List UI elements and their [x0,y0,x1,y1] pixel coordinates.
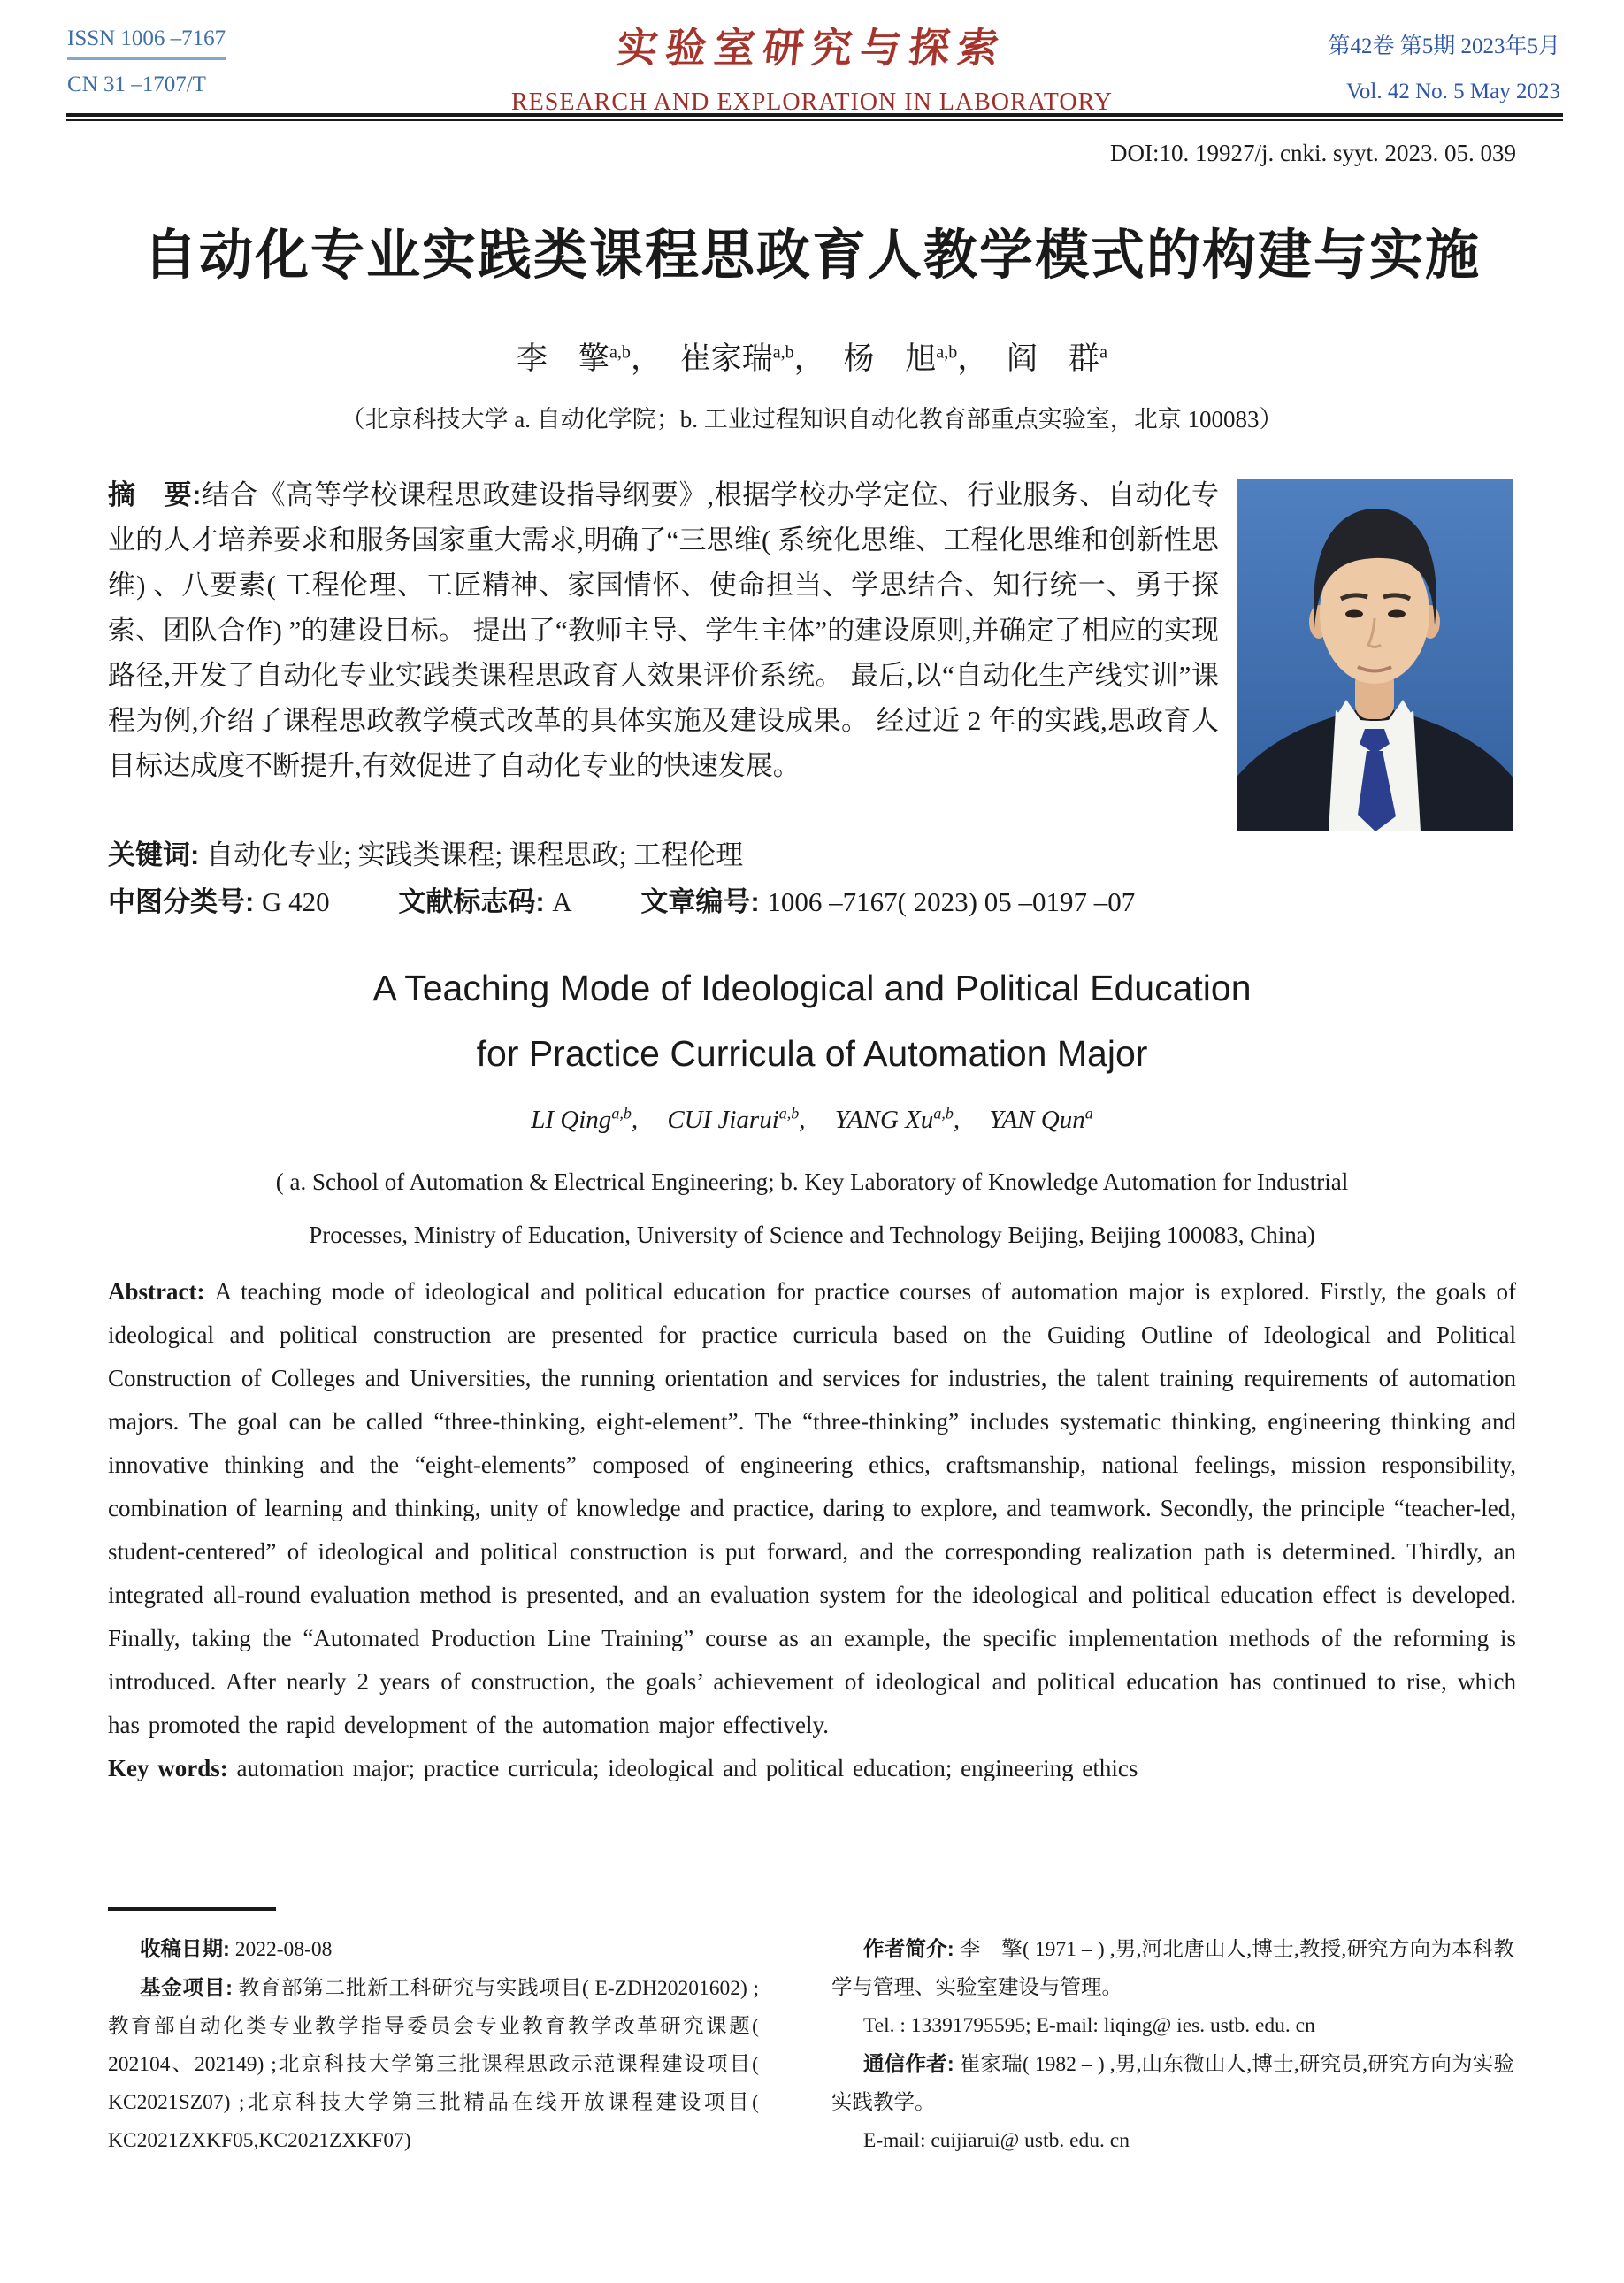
author-name-english: LI Qing$^{a,b}$, [531,1104,639,1134]
volume-issue-chinese: 第42卷 第5期 2023年5月 [1328,34,1560,58]
abstract-english-block [108,1270,1516,1790]
author-affil-sup: a,b [772,342,794,363]
footnote-divider-rule [108,1907,276,1911]
corresponding-email: E-mail: cuijiarui@ ustb. edu. cn [863,2129,1130,2152]
footnote-left-column [108,1930,759,2160]
corresponding-author: 通信作者: 崔家瑞( 1982 – ) ,男,山东微山人,博士,研究员,研究方向为实验实践教学。 [831,2052,1515,2114]
clc-number: 中图分类号: G 420 [108,886,330,917]
keywords-text-english: automation major; practice curricula; ideological and political education; engineering ethics [236,1755,1138,1781]
author-photo-graphic [1237,479,1513,831]
title-english-line1: A Teaching Mode of Ideological and Political Education [372,968,1252,1008]
authors-english [0,1104,1624,1135]
abstract-english [108,1270,1516,1747]
funding-project: 基金项目: 教育部第二批新工科研究与实践项目( E-ZDH20201602) ;教育部自动化类专业教学指导委员会专业教育教学改革研究课题( 202104、202149) ;北京科技大学第三批课程思政示范课程建设项目( KC2021SZ07) ;北京科技大学第三批精品在线开放课程建设项目( KC2021ZXKF05,KC2021ZXKF07) [108,1976,759,2152]
issn-number: ISSN 1006 –7167 [67,27,226,60]
keywords-label-english: Key words: [108,1755,237,1781]
authors-chinese [0,334,1624,379]
abstract-text-english: A teaching mode of ideological and political education for practice courses of automation major is explored. Firstly, the goals of ideological and political construction are presented for practice curricula based on the Guiding Outline of Ideological and Political Construction of Colleges and Universities, the running orientation and services for industries, the talent training requirements of automation majors. The goal can be called “three-thinking, eight-element”. The “three-thinking” includes systematic thinking, engineering thinking and innovative thinking and the “eight-elements” composed of engineering ethics, craftsmanship, national feelings, mission responsibility, combination of learning and thinking, unity of knowledge and practice, daring to explore, and teamwork. Secondly, the principle “teacher-led, student-centered” of ideological and political construction is put forward, and the corresponding realization path is determined. Thirdly, an integrated all-round evaluation method is presented, and an evaluation system for the ideological and political education effect is developed. Finally, taking the “Automated Production Line Training” course as an example, the specific implementation methods of the reforming is introduced. After nearly 2 years of construction, the goals’ achievement of ideological and political education has continued to rise, which has promoted the rapid development of the automation major effectively. [108,1278,1517,1738]
affiliation-english-line1: ( a. School of Automation & Electrical Engineering; b. Key Laboratory of Knowledge Automation for Industrial [275,1168,1349,1195]
author-separator: ， [793,341,833,376]
author-name: 杨 旭$^{a,b}$， [843,341,997,376]
author-name-english: YAN Qun$^a$ [989,1104,1093,1134]
header-divider-rule [66,113,1563,126]
abstract-chinese [108,472,1219,788]
classification-line [108,879,1514,919]
author-name-english: YANG Xu$^{a,b}$, [834,1104,961,1134]
keywords-english [108,1747,1516,1790]
footnotes [108,1930,1514,2160]
author-contact: Tel. : 13391795595; E-mail: liqing@ ies. ustb. edu. cn [863,2014,1315,2037]
author-affil-sup: a,b [609,342,631,363]
author-affil-sup: a [1099,342,1107,363]
article-title-english [0,955,1624,1086]
journal-title-chinese: 实验室研究与探索 [614,26,1009,71]
article-title-chinese: 自动化专业实践类课程思政育人教学模式的构建与实施 [142,225,1481,285]
volume-block [1328,28,1560,104]
abstract-label-chinese: 摘 要: [108,479,202,510]
keywords-chinese [108,832,1219,872]
author-bio: 作者简介: 李 擎( 1971 – ) ,男,河北唐山人,博士,教授,研究方向为本科教学与管理、实验室建设与管理。 [831,1937,1515,1999]
eye-left [1345,610,1363,618]
volume-issue-english: Vol. 42 No. 5 May 2023 [1346,80,1560,103]
author-name: 李 擎$^{a,b}$， [517,341,670,376]
author-affil-sup: a,b [936,342,958,363]
abstract-text-chinese: 结合《高等学校课程思政建设指导纲要》,根据学校办学定位、行业服务、自动化专业的人才培养要求和服务国家重大需求,明确了“三思维( 系统化思维、工程化思维和创新性思维) 、八要素( 工程伦理、工匠精神、家国情怀、使命担当、学思结合、知行统一、勇于探索、团队合作) ”的建设目标。 提出了“教师主导、学生主体”的建设原则,并确定了相应的实现路径,开发了自动化专业实践类课程思政育人效果评价系统。 最后,以“自动化生产线实训”课程为例,介绍了课程思政教学模式改革的具体实施及建设成果。 经过近 2 年的实践,思政育人目标达成度不断提升,有效促进了自动化专业的快速发展。 [108,479,1219,781]
affiliation-chinese: （北京科技大学 a. 自动化学院；b. 工业过程知识自动化教育部重点实验室，北京 100083） [341,406,1283,433]
author-photo [1237,479,1513,831]
author-name: 崔家瑞$^{a,b}$， [679,341,833,376]
author-separator: ， [630,341,670,376]
article-number: 文章编号: 1006 –7167( 2023) 05 –0197 –07 [640,886,1136,917]
keywords-label-chinese: 关键词: [108,839,200,870]
abstract-label-english: Abstract: [108,1278,215,1305]
affiliation-english [0,1155,1624,1261]
footnote-right-column [831,1930,1514,2160]
journal-title-english: RESEARCH AND EXPLORATION IN LABORATORY [511,88,1113,116]
eye-right [1388,610,1406,618]
received-date: 收稿日期: 2022-08-08 [140,1937,333,1961]
keywords-text-chinese: 自动化专业; 实践类课程; 课程思政; 工程伦理 [199,839,744,870]
document-code: 文献标志码: A [398,886,572,917]
doi-text: DOI:10. 19927/j. cnki. syyt. 2023. 05. 039 [1110,140,1516,166]
author-name: 阎 群$^a$ [1007,341,1107,376]
title-english-line2: for Practice Curricula of Automation Major [476,1033,1148,1074]
author-separator: ， [957,341,997,376]
author-name-english: CUI Jiarui$^{a,b}$, [667,1104,806,1134]
affiliation-english-line2: Processes, Ministry of Education, University of Science and Technology Beijing, Beijing 100083, China) [309,1222,1315,1248]
cn-number: CN 31 –1707/T [67,73,206,96]
